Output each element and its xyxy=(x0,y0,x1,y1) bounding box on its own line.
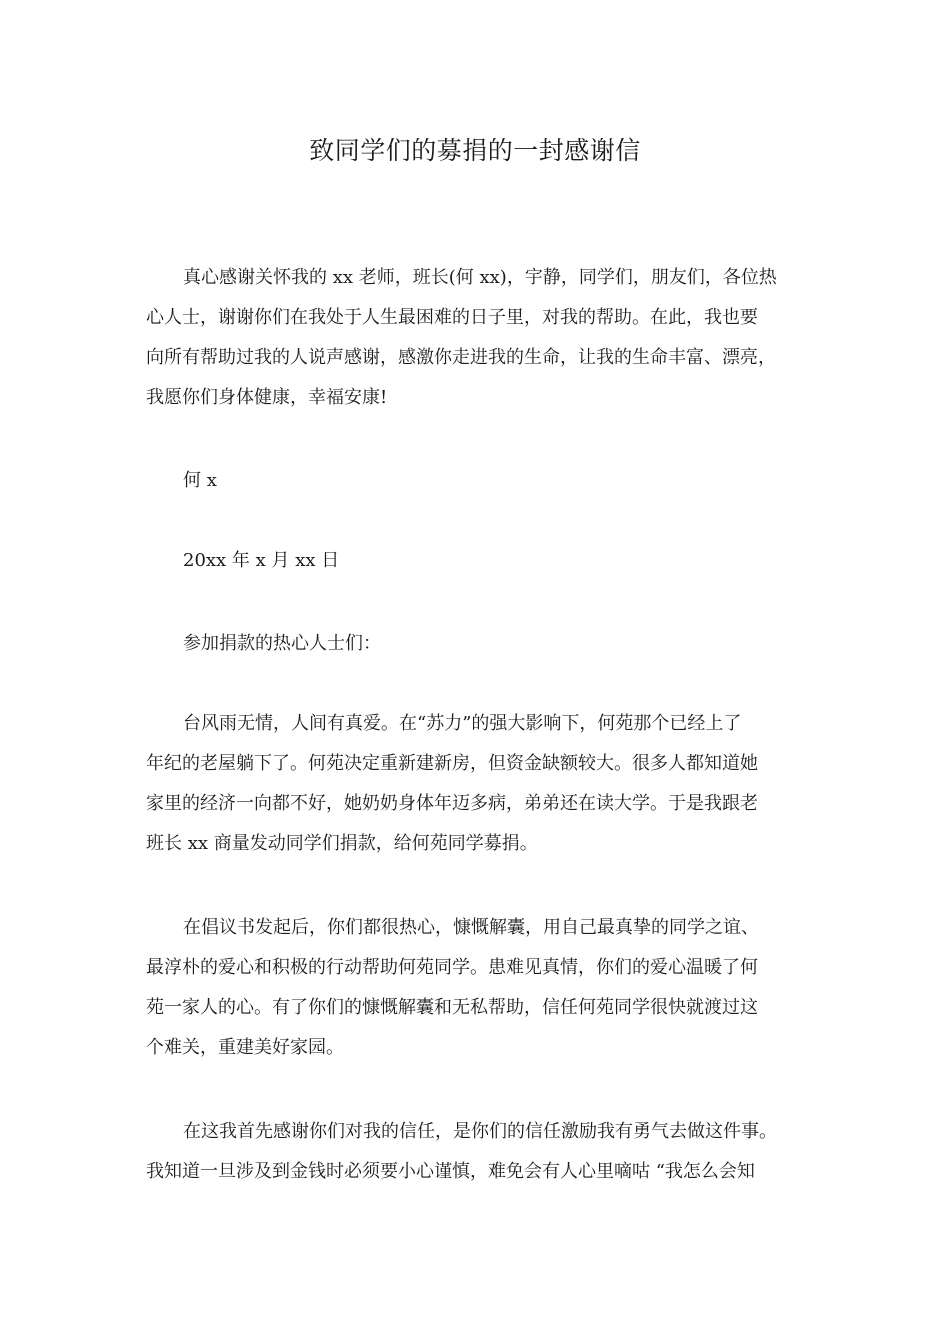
paragraph-line: 苑一家人的心。有了你们的慷慨解囊和无私帮助，信任何苑同学很快就渡过这 xyxy=(146,997,758,1018)
paragraph-line: 心人士，谢谢你们在我处于人生最困难的日子里，对我的帮助。在此，我也要 xyxy=(146,307,758,328)
date-text: 20xx 年 x 月 xx 日 xyxy=(183,550,340,571)
salutation xyxy=(146,624,816,664)
paragraph-line: 班长 xx 商量发动同学们捐款，给何苑同学募捐。 xyxy=(146,833,538,854)
paragraph-line: 我愿你们身体健康，幸福安康! xyxy=(146,387,388,408)
paragraph-donations xyxy=(146,908,816,1068)
paragraph-line: 我知道一旦涉及到金钱时必须要小心谨慎，难免会有人心里嘀咕 “我怎么会知 xyxy=(146,1161,755,1182)
paragraph-thanks xyxy=(146,258,816,418)
paragraph-line: 最淳朴的爱心和积极的行动帮助何苑同学。患难见真情，你们的爱心温暖了何 xyxy=(146,957,758,978)
salutation-text: 参加捐款的热心人士们： xyxy=(183,633,381,654)
date-line xyxy=(146,541,816,581)
page-title: 致同学们的募捐的一封感谢信 xyxy=(309,136,641,165)
paragraph-line: 在倡议书发起后，你们都很热心，慷慨解囊，用自己最真挚的同学之谊、 xyxy=(183,917,759,938)
paragraph-line: 台风雨无情，人间有真爱。在“苏力”的强大影响下，何苑那个已经上了 xyxy=(183,713,742,734)
paragraph-typhoon xyxy=(146,704,816,864)
paragraph-trust xyxy=(146,1112,816,1192)
paragraph-line: 年纪的老屋躺下了。何苑决定重新建新房，但资金缺额较大。很多人都知道她 xyxy=(146,753,758,774)
paragraph-line: 在这我首先感谢你们对我的信任，是你们的信任激励我有勇气去做这件事。 xyxy=(183,1121,777,1142)
signature xyxy=(146,461,816,501)
paragraph-line: 个难关，重建美好家园。 xyxy=(146,1037,344,1058)
paragraph-line: 家里的经济一向都不好，她奶奶身体年迈多病，弟弟还在读大学。于是我跟老 xyxy=(146,793,758,814)
signature-name: 何 x xyxy=(183,470,217,491)
paragraph-line: 真心感谢关怀我的 xx 老师，班长(何 xx)，宇静，同学们，朋友们，各位热 xyxy=(183,267,777,288)
paragraph-line: 向所有帮助过我的人说声感谢，感激你走进我的生命，让我的生命丰富、漂亮， xyxy=(146,347,776,368)
